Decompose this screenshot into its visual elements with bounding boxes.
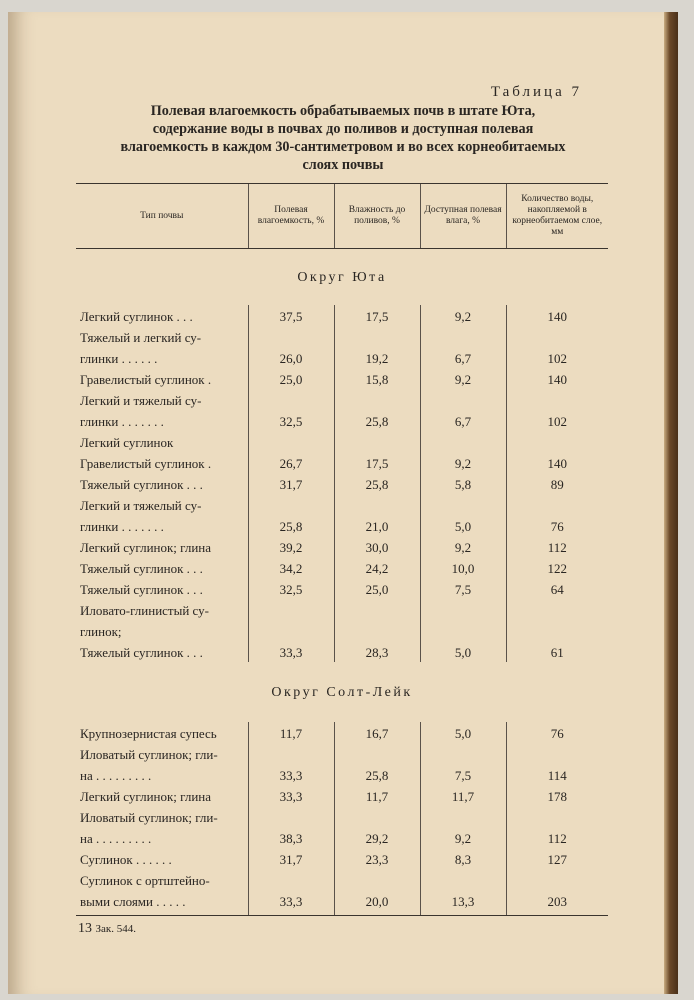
book-page [8,12,678,994]
field-capacity-cell [248,869,334,890]
soil-type-cell: Легкий суглинок; глина [80,789,212,804]
available-water-cell: 7,5 [420,578,506,599]
soil-type-cell: Легкий суглинок [80,435,174,450]
water-amount-cell [506,326,608,347]
field-capacity-cell [248,326,334,347]
soil-type-cell: Иловатый суглинок; гли- [80,810,218,825]
table-row [76,827,608,848]
soil-type-cell: на . . . . . . . . . [80,831,152,846]
water-amount-cell: 140 [506,368,608,389]
water-amount-cell: 112 [506,536,608,557]
field-capacity-cell: 25,0 [248,368,334,389]
moisture-cell: 20,0 [334,890,420,916]
water-amount-cell [506,389,608,410]
available-water-cell: 5,0 [420,722,506,743]
soil-type-cell: Гравелистый суглинок . [80,372,212,387]
soil-type-cell: глинки . . . . . . [80,351,158,366]
book-spine [664,12,678,994]
moisture-cell [334,326,420,347]
available-water-cell [420,431,506,452]
available-water-cell [420,599,506,620]
title-line: Полевая влагоемкость обрабатываемых почв в штате Юта, [150,103,536,119]
field-capacity-cell: 34,2 [248,557,334,578]
water-amount-cell: 203 [506,890,608,916]
district-row [76,249,608,306]
water-amount-cell: 61 [506,641,608,662]
moisture-cell: 17,5 [334,452,420,473]
available-water-cell: 13,3 [420,890,506,916]
water-amount-cell [506,869,608,890]
available-water-cell [420,494,506,515]
field-capacity-cell: 11,7 [248,722,334,743]
title-line: слоях почвы [302,157,384,173]
title-line: влагоемкость в каждом 30-сантиметровом и во всех корнеобитаемых [120,139,566,155]
table-title [78,102,608,174]
table-row [76,431,608,452]
field-capacity-cell [248,431,334,452]
available-water-cell: 5,0 [420,641,506,662]
moisture-cell: 25,8 [334,410,420,431]
soil-type-cell: Суглинок с ортштейно- [80,873,210,888]
col-header-water-amount: Количество воды, накопляемой в корнеобитаемом слое, мм [506,184,608,249]
water-amount-cell: 140 [506,452,608,473]
soil-type-cell: Крупнозернистая супесь [80,726,217,741]
soil-type-cell: глинки . . . . . . . [80,519,164,534]
table-row [76,620,608,641]
water-amount-cell: 102 [506,347,608,368]
soil-type-cell: Иловатый суглинок; гли- [80,747,218,762]
table-row [76,848,608,869]
field-capacity-cell [248,389,334,410]
table-row [76,410,608,431]
available-water-cell: 11,7 [420,785,506,806]
field-capacity-cell: 39,2 [248,536,334,557]
table-row [76,869,608,890]
soil-type-cell: Тяжелый суглинок . . . [80,645,203,660]
title-line: содержание воды в почвах до поливов и доступная полевая [152,121,534,137]
moisture-cell: 23,3 [334,848,420,869]
water-amount-cell [506,743,608,764]
field-capacity-cell: 37,5 [248,305,334,326]
table-row [76,515,608,536]
col-header-available-water: Доступная полевая влага, % [420,184,506,249]
field-capacity-cell [248,599,334,620]
available-water-cell: 10,0 [420,557,506,578]
available-water-cell: 5,0 [420,515,506,536]
field-capacity-cell [248,620,334,641]
district-heading: Округ Солт-Лейк [271,684,413,700]
field-capacity-cell: 26,7 [248,452,334,473]
table-row [76,890,608,916]
soil-type-cell: выми слоями . . . . . [76,890,248,916]
table-row [76,641,608,662]
moisture-cell: 21,0 [334,515,420,536]
soil-type-cell: Гравелистый суглинок . [80,456,212,471]
table-row [76,599,608,620]
table-row [76,557,608,578]
table-body [76,249,608,916]
available-water-cell: 6,7 [420,410,506,431]
page-footer [78,921,136,937]
moisture-cell [334,389,420,410]
page-number: 13 [78,921,92,936]
soil-type-cell: Тяжелый суглинок . . . [80,477,203,492]
water-amount-cell [506,494,608,515]
table-label: Таблица 7 [490,84,582,100]
moisture-cell [334,431,420,452]
moisture-cell: 24,2 [334,557,420,578]
water-amount-cell: 102 [506,410,608,431]
soil-type-cell: Легкий и тяжелый су- [80,393,202,408]
water-amount-cell: 76 [506,722,608,743]
moisture-cell: 28,3 [334,641,420,662]
moisture-cell [334,806,420,827]
field-capacity-cell: 33,3 [248,785,334,806]
moisture-cell: 25,0 [334,578,420,599]
field-capacity-cell: 26,0 [248,347,334,368]
available-water-cell: 9,2 [420,305,506,326]
moisture-cell [334,620,420,641]
water-amount-cell: 76 [506,515,608,536]
available-water-cell [420,326,506,347]
soil-type-cell: Легкий суглинок . . . [80,309,193,324]
available-water-cell [420,869,506,890]
soil-type-cell: Легкий суглинок; глина [80,540,212,555]
field-capacity-cell: 38,3 [248,827,334,848]
field-capacity-cell: 33,3 [248,890,334,916]
available-water-cell: 9,2 [420,452,506,473]
moisture-cell [334,869,420,890]
water-amount-cell: 178 [506,785,608,806]
available-water-cell [420,743,506,764]
available-water-cell [420,806,506,827]
available-water-cell: 5,8 [420,473,506,494]
moisture-cell: 17,5 [334,305,420,326]
table-row [76,536,608,557]
field-capacity-cell: 32,5 [248,410,334,431]
water-amount-cell: 127 [506,848,608,869]
soil-type-cell: глинок; [80,624,122,639]
soil-type-cell: Тяжелый и легкий су- [80,330,202,345]
table-row [76,722,608,743]
available-water-cell: 9,2 [420,827,506,848]
water-amount-cell [506,620,608,641]
soil-type-cell: глинки . . . . . . . [80,414,164,429]
field-capacity-cell: 32,5 [248,578,334,599]
table-row [76,452,608,473]
table-row [76,389,608,410]
soil-type-cell: Тяжелый суглинок . . . [80,582,203,597]
moisture-cell: 19,2 [334,347,420,368]
water-amount-cell: 114 [506,764,608,785]
soil-type-cell: Иловато-глинистый су- [80,603,209,618]
moisture-cell: 25,8 [334,764,420,785]
table-row [76,368,608,389]
water-amount-cell: 140 [506,305,608,326]
water-amount-cell: 64 [506,578,608,599]
field-capacity-cell: 25,8 [248,515,334,536]
field-capacity-cell [248,494,334,515]
available-water-cell: 9,2 [420,536,506,557]
water-amount-cell: 112 [506,827,608,848]
field-capacity-cell: 31,7 [248,473,334,494]
field-capacity-cell: 31,7 [248,848,334,869]
water-amount-cell: 122 [506,557,608,578]
district-row [76,662,608,722]
available-water-cell: 8,3 [420,848,506,869]
soil-table [76,183,608,916]
order-number: Зак. 544. [95,923,136,935]
moisture-cell: 29,2 [334,827,420,848]
table-row [76,494,608,515]
table-row [76,743,608,764]
table-row [76,347,608,368]
water-amount-cell [506,806,608,827]
field-capacity-cell [248,806,334,827]
table-row [76,578,608,599]
moisture-cell: 15,8 [334,368,420,389]
table-row [76,326,608,347]
soil-type-cell: Легкий и тяжелый су- [80,498,202,513]
soil-type-cell: на . . . . . . . . . [80,768,152,783]
table-row [76,764,608,785]
header-row [76,184,608,249]
table-row [76,785,608,806]
moisture-cell [334,494,420,515]
available-water-cell: 7,5 [420,764,506,785]
available-water-cell [420,389,506,410]
field-capacity-cell: 33,3 [248,764,334,785]
field-capacity-cell [248,743,334,764]
water-amount-cell [506,599,608,620]
district-heading: Округ Юта [297,269,387,285]
moisture-cell: 25,8 [334,473,420,494]
col-header-field-capacity: Полевая влагоемкость, % [248,184,334,249]
col-header-moisture: Влажность до поливов, % [334,184,420,249]
table-row [76,806,608,827]
moisture-cell: 11,7 [334,785,420,806]
col-header-soil-type: Тип почвы [76,184,248,249]
moisture-cell: 30,0 [334,536,420,557]
moisture-cell [334,599,420,620]
table-row [76,473,608,494]
soil-type-cell: Суглинок . . . . . . [80,852,172,867]
water-amount-cell [506,431,608,452]
soil-type-cell: Тяжелый суглинок . . . [80,561,203,576]
field-capacity-cell: 33,3 [248,641,334,662]
available-water-cell [420,620,506,641]
water-amount-cell: 89 [506,473,608,494]
available-water-cell: 9,2 [420,368,506,389]
available-water-cell: 6,7 [420,347,506,368]
table-row [76,305,608,326]
moisture-cell: 16,7 [334,722,420,743]
moisture-cell [334,743,420,764]
